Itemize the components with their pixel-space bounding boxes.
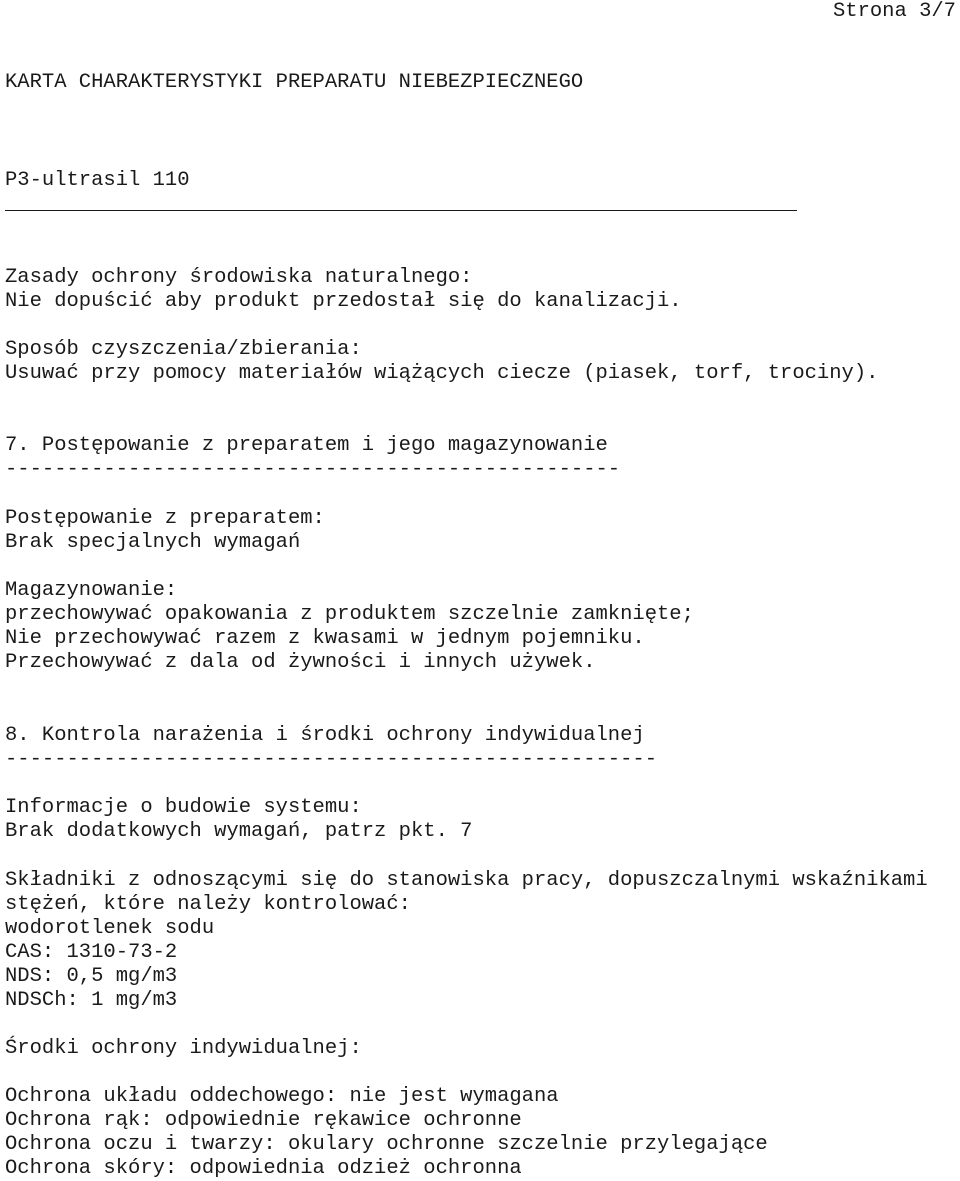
storage-line: przechowywać opakowania z produktem szczelnie zamknięte; — [5, 603, 694, 626]
header-divider — [5, 210, 797, 211]
ppe-line: Ochrona skóry: odpowiednia odzież ochronna — [5, 1157, 522, 1180]
section-7-underline: -------------------------------------------------- — [5, 458, 621, 481]
storage-line: Przechowywać z dala od żywności i innych używek. — [5, 651, 596, 674]
section-7-title: 7. Postępowanie z preparatem i jego magazynowanie — [5, 434, 608, 457]
components-line: CAS: 1310-73-2 — [5, 941, 178, 964]
product-name: P3-ultrasil 110 — [5, 169, 190, 192]
storage-line: Nie przechowywać razem z kwasami w jednym pojemniku. — [5, 627, 645, 650]
system-heading: Informacje o budowie systemu: — [5, 796, 362, 819]
storage-heading: Magazynowanie: — [5, 579, 178, 602]
environment-text: Nie dopuścić aby produkt przedostał się do kanalizacji. — [5, 290, 682, 313]
cleanup-heading: Sposób czyszczenia/zbierania: — [5, 338, 362, 361]
handling-heading: Postępowanie z preparatem: — [5, 507, 325, 530]
page-number: Strona 3/7 — [832, 0, 956, 23]
ppe-heading: Środki ochrony indywidualnej: — [5, 1037, 362, 1060]
components-line: stężeń, które należy kontrolować: — [5, 893, 411, 916]
section-8-underline: ----------------------------------------------------- — [5, 748, 658, 771]
handling-text: Brak specjalnych wymagań — [5, 531, 301, 554]
section-8-title: 8. Kontrola narażenia i środki ochrony indywidualnej — [5, 724, 645, 747]
environment-heading: Zasady ochrony środowiska naturalnego: — [5, 266, 473, 289]
ppe-line: Ochrona rąk: odpowiednie rękawice ochronne — [5, 1109, 522, 1132]
components-line: Składniki z odnoszącymi się do stanowiska pracy, dopuszczalnymi wskaźnikami — [5, 869, 928, 892]
cleanup-text: Usuwać przy pomocy materiałów wiążących ciecze (piasek, torf, trociny). — [5, 362, 879, 385]
components-line: NDS: 0,5 mg/m3 — [5, 965, 178, 988]
components-line: wodorotlenek sodu — [5, 917, 215, 940]
document-title: KARTA CHARAKTERYSTYKI PREPARATU NIEBEZPIECZNEGO — [5, 71, 584, 94]
ppe-line: Ochrona układu oddechowego: nie jest wymagana — [5, 1085, 559, 1108]
components-line: NDSCh: 1 mg/m3 — [5, 989, 178, 1012]
system-text: Brak dodatkowych wymagań, patrz pkt. 7 — [5, 820, 473, 843]
ppe-line: Ochrona oczu i twarzy: okulary ochronne szczelnie przylegające — [5, 1133, 768, 1156]
